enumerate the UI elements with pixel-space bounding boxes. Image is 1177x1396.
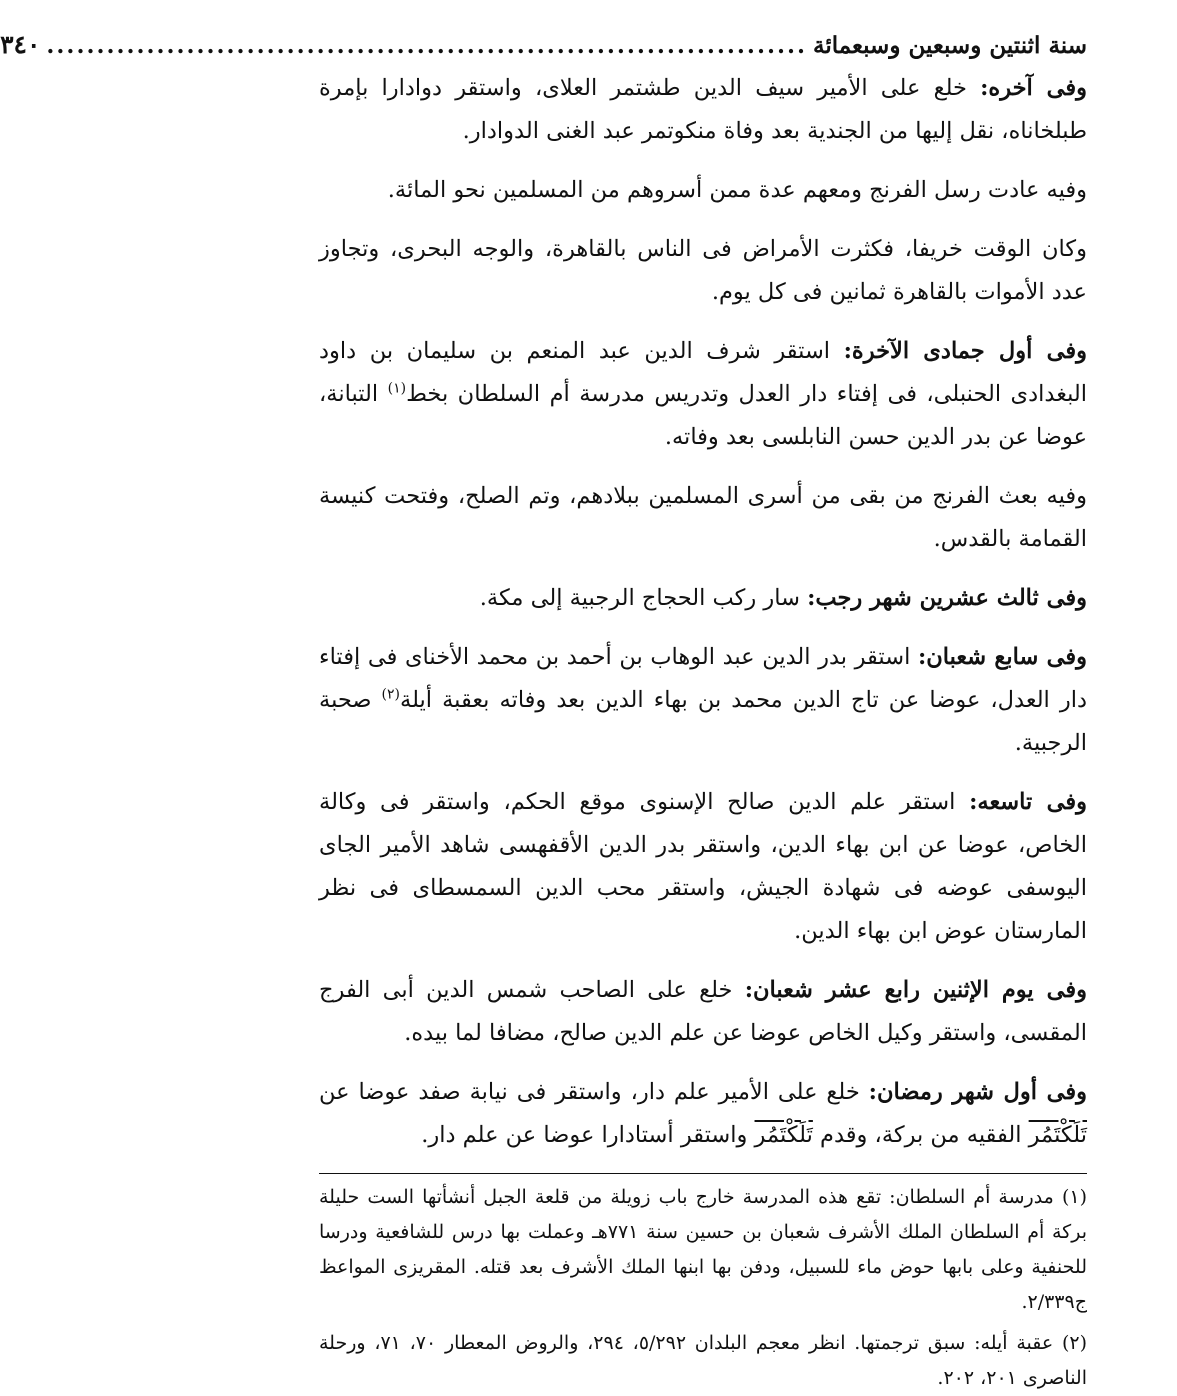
paragraph-text: التبانة، عوضا عن بدر الدين حسن النابلسى بعد وفاته.	[319, 381, 1087, 450]
paragraph	[319, 169, 1087, 212]
paragraph-lead: وفى يوم الإثنين رابع عشر شعبان:	[744, 977, 1087, 1003]
paragraph-text: وفيه بعث الفرنج من بقى من أسرى المسلمين ببلادهم، وتم الصلح، وفتحت كنيسة القمامة بالقدس.	[319, 483, 1087, 552]
paragraph	[319, 1071, 1087, 1157]
paragraph-text: استقر علم الدين صالح الإسنوى موقع الحكم، واستقر فى وكالة الخاص، عوضا عن ابن بهاء الدين، واستقر بدر الدين الأقفهسى شاهد الأمير الجاى اليوسفى عوضه فى شهادة الجيش، واستقر محب الدين السمسطاى فى نظر المارستان عوض ابن بهاء الدين.	[319, 789, 1087, 944]
paragraph	[319, 577, 1087, 620]
paragraph-lead: وفى تاسعه:	[969, 789, 1088, 815]
paragraph	[319, 475, 1087, 561]
paragraph-text: خلع على الأمير سيف الدين طشتمر العلاى، واستقر دوادارا بإمرة طبلخاناه، نقل إليها من الجندية بعد وفاة منكوتمر عبد الغنى الدوادار.	[319, 75, 1087, 144]
paragraph	[319, 969, 1087, 1055]
paragraph-text: سار ركب الحجاج الرجبية إلى مكة.	[479, 585, 808, 611]
paragraph-text: واستقر أستادارا عوضا عن علم دار.	[421, 1122, 755, 1148]
footnote: (١) مدرسة أم السلطان: تقع هذه المدرسة خارج باب زويلة من قلعة الجبل أنشأتها الست حليلة بركة أم السلطان الملك الأشرف شعبان بن حسين سنة ٧٧١هـ وعملت بها درس للشافعية ودرسا للحنفية وعلى بابها حوض ماء للسبيل، ودفن بها ابنها الملك الأشرف بعد قتله. المقريزى المواعظ ج٢/٣٣٩.	[319, 1186, 1087, 1313]
paragraph-text: استقر شرف الدين عبد المنعم بن سليمان بن داود البغدادى الحنبلى، فى إفتاء دار العدل وتدريس مدرسة أم السلطان بخط	[319, 338, 1087, 407]
paragraph-text: خلع على الصاحب شمس الدين أبى الفرج المقسى، واستقر وكيل الخاص عوضا عن علم الدين صالح، مضافا لما بيده.	[319, 977, 1087, 1046]
paragraph-text: وكان الوقت خريفا، فكثرت الأمراض فى الناس بالقاهرة، والوجه البحرى، وتجاوز عدد الأموات بالقاهرة ثمانين فى كل يوم.	[319, 236, 1087, 305]
leader-dots: ............................................................................	[46, 32, 807, 59]
paragraph	[319, 228, 1087, 314]
running-header	[0, 30, 1087, 67]
vocalized-name: تَلَكْتَمُر	[1028, 1122, 1087, 1148]
paragraph-lead: وفى ثالث عشرين شهر رجب:	[807, 585, 1087, 611]
vocalized-name: تَلَكْتَمُر	[754, 1122, 813, 1148]
footnote-ref: (٢)	[381, 686, 401, 703]
paragraph-text: استقر بدر الدين عبد الوهاب بن أحمد بن محمد الأخناى فى إفتاء دار العدل، عوضا عن تاج الدين محمد بن بهاء الدين بعد وفاته بعقبة أيلة	[319, 644, 1087, 713]
paragraph	[319, 67, 1087, 153]
paragraph-text: وفيه عادت رسل الفرنج ومعهم عدة ممن أسروهم من المسلمين نحو المائة.	[387, 177, 1087, 203]
footnotes	[319, 1180, 1087, 1396]
footnote: (٢) عقبة أيله: سبق ترجمتها. انظر معجم البلدان ٥/٢٩٢، ٢٩٤، والروض المعطار ٧٠، ٧١، ورحلة الناصرى ٢٠١، ٢٠٢.	[319, 1332, 1088, 1389]
paragraph-lead: وفى آخره:	[980, 75, 1087, 101]
paragraph-lead: وفى أول شهر رمضان:	[868, 1079, 1087, 1105]
main-text	[319, 67, 1087, 1157]
page-number: ٣٤٠	[0, 30, 41, 59]
paragraph	[319, 330, 1087, 459]
paragraph	[319, 636, 1087, 765]
paragraph-lead: وفى أول جمادى الآخرة:	[843, 338, 1087, 364]
paragraph-text: خلع على الأمير علم دار، واستقر فى نيابة صفد عوضا عن	[319, 1079, 869, 1105]
paragraph-text: الفقيه من بركة، وقدم	[812, 1122, 1029, 1148]
paragraph-lead: وفى سابع شعبان:	[917, 644, 1088, 670]
paragraph	[319, 781, 1087, 953]
paragraph-text: صحبة الرجبية.	[319, 687, 1087, 756]
footnote-divider	[319, 1173, 1087, 1174]
footnote-ref: (١)	[387, 380, 407, 397]
running-title: سنة اثنتين وسبعين وسبعمائة	[812, 32, 1087, 59]
